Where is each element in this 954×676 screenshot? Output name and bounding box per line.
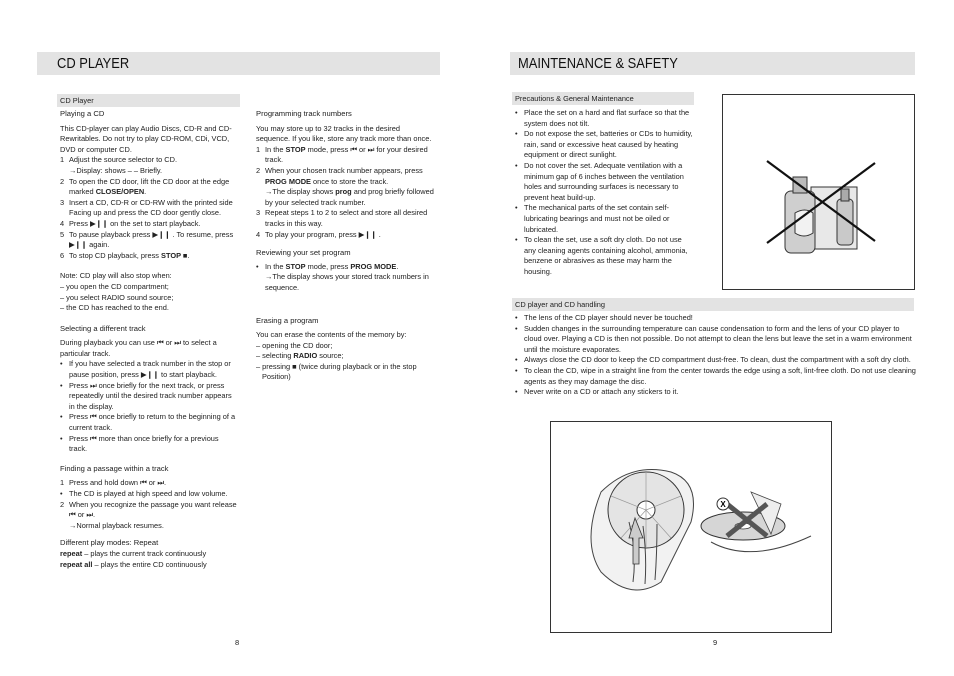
section-bar-precautions <box>512 92 694 105</box>
precaution-bullet-dot: • <box>515 108 518 117</box>
note-block <box>60 271 238 313</box>
heading-modes: Different play modes: Repeat <box>60 538 159 548</box>
erase-line: You can erase the contents of the memory by: <box>256 330 407 340</box>
cd-handling-bullet-text: Never write on a CD or attach any stickers to it. <box>524 387 679 397</box>
playing-step-text: Press ▶❙❙ on the set to start playback. <box>69 218 201 228</box>
page-number-left: 8 <box>235 638 240 647</box>
cd-handling-bullet <box>515 324 917 356</box>
page-number-right: 9 <box>713 638 718 647</box>
find-step-text: Press and hold down ⏮ or ⏭. <box>69 478 167 488</box>
section-bar-label: Precautions & General Maintenance <box>515 94 634 103</box>
precaution-bullet-text: Do not expose the set, batteries or CDs to humidity, rain, sand or excessive heat caused by heating equipment or direct sunlight. <box>524 129 693 160</box>
playing-steps <box>60 155 238 261</box>
find-step-text: When you recognize the passage you want release ⏮ or ⏭. <box>69 499 237 520</box>
playing-step <box>60 155 238 166</box>
playing-step-marker: 5 <box>60 229 65 239</box>
cd-handling-bullet-text: Sudden changes in the surrounding temperature can cause condensation to form and the lens of your CD player to cloud over. Playing a CD is then not possible. Do not attempt to clean the lens but leave the set in a warm environment until the moisture evaporates. <box>524 323 912 354</box>
page-title: CD PLAYER <box>57 55 130 72</box>
maintenance-banner <box>510 52 915 75</box>
review-result: →The display shows your stored track numbers in sequence. <box>265 272 429 292</box>
note-line: Note: CD play will also stop when: <box>60 271 172 281</box>
playing-step-text: To open the CD door, lift the CD door at the edge marked CLOSE/OPEN. <box>69 176 230 197</box>
select-bullets <box>60 359 238 454</box>
precaution-bullet <box>515 203 693 235</box>
precaution-bullet <box>515 108 693 129</box>
select-bullet-dot: • <box>60 380 63 390</box>
cd-cleaning-icon <box>551 422 831 632</box>
prog-step-text: Repeat steps 1 to 2 to select and store all desired tracks in this way. <box>265 208 428 228</box>
playing-step <box>60 219 238 230</box>
section-bar-cd-player <box>57 94 240 107</box>
find-step-marker: 2 <box>60 499 65 509</box>
prog-step-marker: 2 <box>256 165 261 175</box>
playing-step <box>60 230 238 251</box>
cd-handling-illustration <box>550 421 832 633</box>
modes-list <box>60 549 238 570</box>
prog-step-text: In the STOP mode, press ⏮ or ⏭ for your desired track. <box>265 144 428 165</box>
heading-erase: Erasing a program <box>256 315 319 325</box>
precaution-bullets <box>515 108 693 278</box>
precaution-bullet <box>515 129 693 161</box>
playing-step-text: →Display: shows – – Briefly. <box>69 165 163 175</box>
precaution-bullet-dot: • <box>515 160 518 170</box>
precaution-bullet-dot: • <box>515 235 518 245</box>
cd-handling-bullet-dot: • <box>515 355 518 365</box>
playing-step <box>60 166 238 177</box>
section-bar-label: CD player and CD handling <box>515 300 605 309</box>
prog-step <box>256 208 436 229</box>
precaution-bullet-text: Do not cover the set. Adequate ventilation with a minimum gap of 6 inches between the ventilation holes and surrounding surfaces is necessary to prevent heat build-up. <box>524 160 684 202</box>
cd-handling-bullet-text: Always close the CD door to keep the CD compartment dust-free. To clean, dust the compartment with a soft dry cloth. <box>524 355 911 365</box>
note-line: – you open the CD compartment; <box>60 281 169 291</box>
erase-line: – opening the CD door; <box>256 340 333 350</box>
find-step-text: →Normal playback resumes. <box>69 520 164 530</box>
select-bullet-dot: • <box>60 359 63 369</box>
prog-step <box>256 145 436 166</box>
page-title-right: MAINTENANCE & SAFETY <box>518 55 678 72</box>
select-bullet-text: Press ⏮ once briefly to return to the beginning of a current track. <box>69 412 236 433</box>
left-column-1 <box>60 109 238 570</box>
precaution-bullet <box>515 235 693 277</box>
prog-step-text: →The display shows prog and prog briefly followed by your selected track number. <box>265 187 434 207</box>
precaution-bullet-dot: • <box>515 203 518 213</box>
prog-step <box>256 230 436 241</box>
playing-step-text: Insert a CD, CD-R or CD-RW with the printed side Facing up and press the CD door gently close. <box>69 197 233 218</box>
find-step <box>60 521 238 532</box>
prog-step-text: When your chosen track number appears, press PROG MODE once to store the track. <box>265 165 423 186</box>
find-step-text: The CD is played at high speed and low volume. <box>69 489 228 498</box>
erase-press: – pressing ■ (twice during playback or in the stop Position) <box>256 361 417 382</box>
erase-select: – selecting RADIO source; <box>256 351 344 361</box>
cd-handling-bullet-dot: • <box>515 365 518 375</box>
precaution-bullet-text: The mechanical parts of the set contain self-lubricating bearings and must not be oiled or lubricated. <box>524 203 670 234</box>
left-column-2 <box>256 109 436 383</box>
prog-step-marker: 4 <box>256 229 261 239</box>
heading-find: Finding a passage within a track <box>60 463 169 473</box>
find-step <box>60 489 238 500</box>
find-step-marker: • <box>60 489 63 498</box>
playing-step <box>60 177 238 198</box>
prog-intro: You may store up to 32 tracks in the desired sequence. If you like, store any track more than once. <box>256 123 432 144</box>
mode-item: repeat – plays the current track continuously <box>60 548 207 558</box>
select-bullet-text: If you have selected a track number in the stop or pause position, press ▶❙❙ to start playback. <box>69 359 231 380</box>
playing-step-text: To pause playback press ▶❙❙ . To resume, press ▶❙❙ again. <box>69 229 234 250</box>
playing-step-marker: 3 <box>60 197 65 207</box>
mode-item: repeat all – plays the entire CD continuously <box>60 559 207 569</box>
cd-handling-bullet-text: The lens of the CD player should never be touched! <box>524 313 693 322</box>
heading-review: Reviewing your set program <box>256 248 351 258</box>
playing-step-text: To stop CD playback, press STOP ■. <box>69 250 190 260</box>
playing-step-marker: 4 <box>60 218 65 228</box>
prog-step-text: To play your program, press ▶❙❙ . <box>265 229 381 239</box>
cd-player-banner <box>37 52 440 75</box>
find-steps <box>60 478 238 531</box>
select-bullet-dot: • <box>60 433 63 443</box>
prog-step-marker: 3 <box>256 208 261 218</box>
playing-step <box>60 251 238 262</box>
select-bullet <box>60 412 238 433</box>
section-bar-cd-handling <box>512 298 914 311</box>
x-marker-label: X <box>720 500 726 509</box>
precaution-bullet-dot: • <box>515 129 518 139</box>
find-step-marker <box>60 521 69 532</box>
select-bullet <box>60 381 238 413</box>
heading-playing: Playing a CD <box>60 109 105 118</box>
cd-handling-bullet-dot: • <box>515 387 518 397</box>
prog-steps <box>256 145 436 240</box>
heading-prog: Programming track numbers <box>256 109 352 118</box>
select-bullet <box>60 359 238 380</box>
precaution-bullet <box>515 161 693 203</box>
find-step-marker: 1 <box>60 478 65 488</box>
precaution-bullet-text: To clean the set, use a soft dry cloth. Do not use any cleaning agents containing alcohol, ammonia, benzene or abrasives as these may harm the housing. <box>524 235 688 276</box>
playing-step-text: Adjust the source selector to CD. <box>69 155 178 165</box>
note-line: – the CD has reached to the end. <box>60 303 169 313</box>
playing-step <box>60 198 238 219</box>
cd-handling-bullet-text: To clean the CD, wipe in a straight line from the center towards the edge using a soft, lint-free cloth. Do not use cleaning agents as they may damage the disc. <box>524 365 916 386</box>
select-bullet-dot: • <box>60 412 63 422</box>
playing-step-marker: 1 <box>60 155 65 165</box>
review-item: • In the STOP mode, press PROG MODE. →The display shows your stored track numbers in sequence. <box>256 261 429 292</box>
playing-step-marker: 2 <box>60 176 65 186</box>
section-bar-label: CD Player <box>60 96 94 105</box>
playing-step-marker: 6 <box>60 250 65 260</box>
cd-handling-bullet <box>515 313 917 324</box>
cd-handling-bullets <box>515 313 917 398</box>
cd-handling-bullet <box>515 366 917 387</box>
select-bullet-text: Press ⏮ more than once briefly for a previous track. <box>69 433 219 454</box>
erase-lines <box>256 330 436 351</box>
playing-intro: This CD-player can play Audio Discs, CD-R and CD-Rewritables. Do not try to play CD-ROM, CDi, VCD, DVD or computer CD. <box>60 123 232 154</box>
playing-step-marker <box>60 166 69 177</box>
cd-handling-bullet <box>515 355 917 366</box>
heading-select: Selecting a different track <box>60 323 146 333</box>
prog-step <box>256 166 436 187</box>
select-bullet <box>60 434 238 455</box>
cd-handling-bullet-dot: • <box>515 313 518 322</box>
prog-step-marker: 1 <box>256 144 261 154</box>
cd-handling-bullet <box>515 387 917 398</box>
select-intro: During playback you can use ⏮ or ⏭ to select a particular track. <box>60 338 217 358</box>
note-line: – you select RADIO sound source; <box>60 292 174 302</box>
precaution-bullet-text: Place the set on a hard and flat surface so that the system does not tilt. <box>524 108 690 128</box>
select-bullet-text: Press ⏭ once briefly for the next track, or press repeatedly until the desired track number appears in the display. <box>69 380 232 411</box>
find-step <box>60 478 238 489</box>
prog-step <box>256 187 436 208</box>
find-step <box>60 500 238 521</box>
crossed-bottles-icon <box>723 95 914 289</box>
cd-handling-bullet-dot: • <box>515 323 518 333</box>
prog-step-marker <box>256 187 265 208</box>
cleaning-agents-illustration <box>722 94 915 290</box>
